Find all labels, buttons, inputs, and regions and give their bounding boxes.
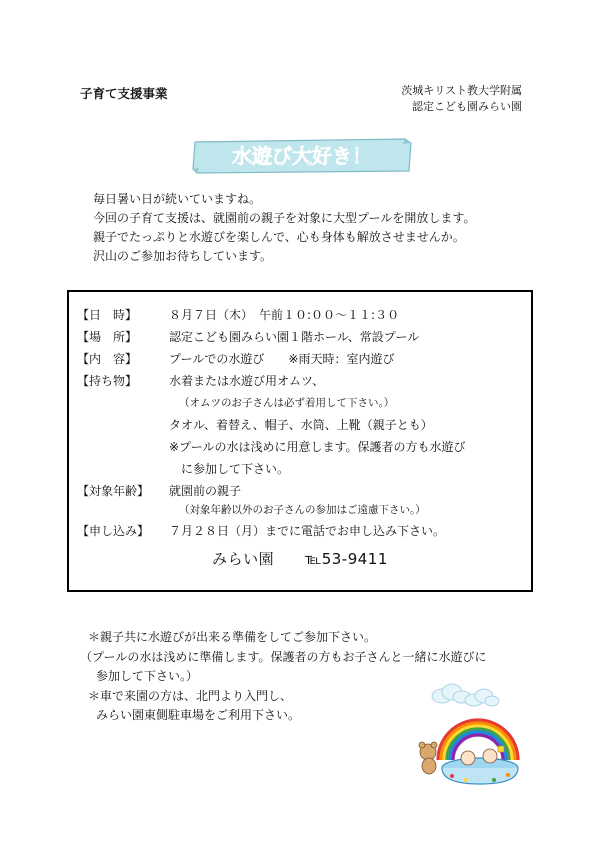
intro-line: 親子でたっぷりと水遊びを楽しんで、心も身体も解放させませんか。 <box>93 230 465 244</box>
items-line: ※プールの水は浅めに用意します。保護者の方も水遊び <box>169 440 466 454</box>
items-line: 水着または水遊び用オムツ、 <box>169 374 325 388</box>
intro-line: 今回の子育て支援は、就園前の親子を対象に大型プールを開放します。 <box>93 211 476 225</box>
program-title: 子育て支援事業 <box>80 86 168 101</box>
age-value: 就園前の親子 <box>169 484 242 498</box>
age-note: （対象年齢以外のお子さんの参加はご遠慮下さい。） <box>179 504 426 516</box>
cloud-icon <box>432 684 499 706</box>
items-line: に参加して下さい。 <box>181 462 290 476</box>
note-line: みらい園東側駐車場をご利用下さい。 <box>96 708 301 722</box>
note-line: ＊親子共に水遊びが出来る準備をしてご参加下さい。 <box>88 630 377 644</box>
apply-label: 【申し込み】 <box>77 524 150 538</box>
bear-icon <box>419 742 437 774</box>
note-line: ＊車で来園の方は、北門より入門し、 <box>88 688 293 703</box>
title-banner <box>191 137 413 175</box>
items-note: （オムツのお子さんは必ず着用して下さい。） <box>179 397 395 409</box>
items-line: タオル、着替え、帽子、水筒、上靴（親子とも） <box>169 418 433 432</box>
apply-value: ７月２８日（月）までに電話でお申し込み下さい。 <box>169 524 446 538</box>
event-details-box <box>67 290 533 592</box>
intro-line: 沢山のご参加お待ちしています。 <box>93 249 273 263</box>
intro-text <box>93 190 475 266</box>
content-label: 【内 容】 <box>77 352 138 366</box>
place-label: 【場 所】 <box>77 330 138 344</box>
note-line: 参加して下さい。） <box>96 669 199 683</box>
banner-title: 水遊び大好き！ <box>232 144 372 168</box>
pool-illustration <box>408 680 528 790</box>
date-value: ８月７日（木） 午前１０:００～１１:３０ <box>169 308 400 322</box>
note-line: （プールの水は浅めに準備します。保護者の方もお子さんと一緒に水遊びに <box>80 649 487 664</box>
date-label: 【日 時】 <box>77 308 138 322</box>
organization-line-1: 茨城キリスト教大学附属 <box>401 84 522 97</box>
pool-icon <box>442 758 518 784</box>
place-value: 認定こども園みらい園１階ホール、常設プール <box>169 330 420 344</box>
organization-name <box>401 83 522 115</box>
items-label: 【持ち物】 <box>77 374 138 388</box>
organization-line-2: 認定こども園みらい園 <box>412 100 522 113</box>
content-value: プールでの水遊び ※雨天時：室内遊び <box>169 352 395 366</box>
rainbow-icon <box>438 720 518 760</box>
contact-phone: みらい園 ℡53-9411 <box>212 550 388 568</box>
age-label: 【対象年齢】 <box>77 484 150 498</box>
intro-line: 毎日暑い日が続いていますね。 <box>93 192 262 206</box>
